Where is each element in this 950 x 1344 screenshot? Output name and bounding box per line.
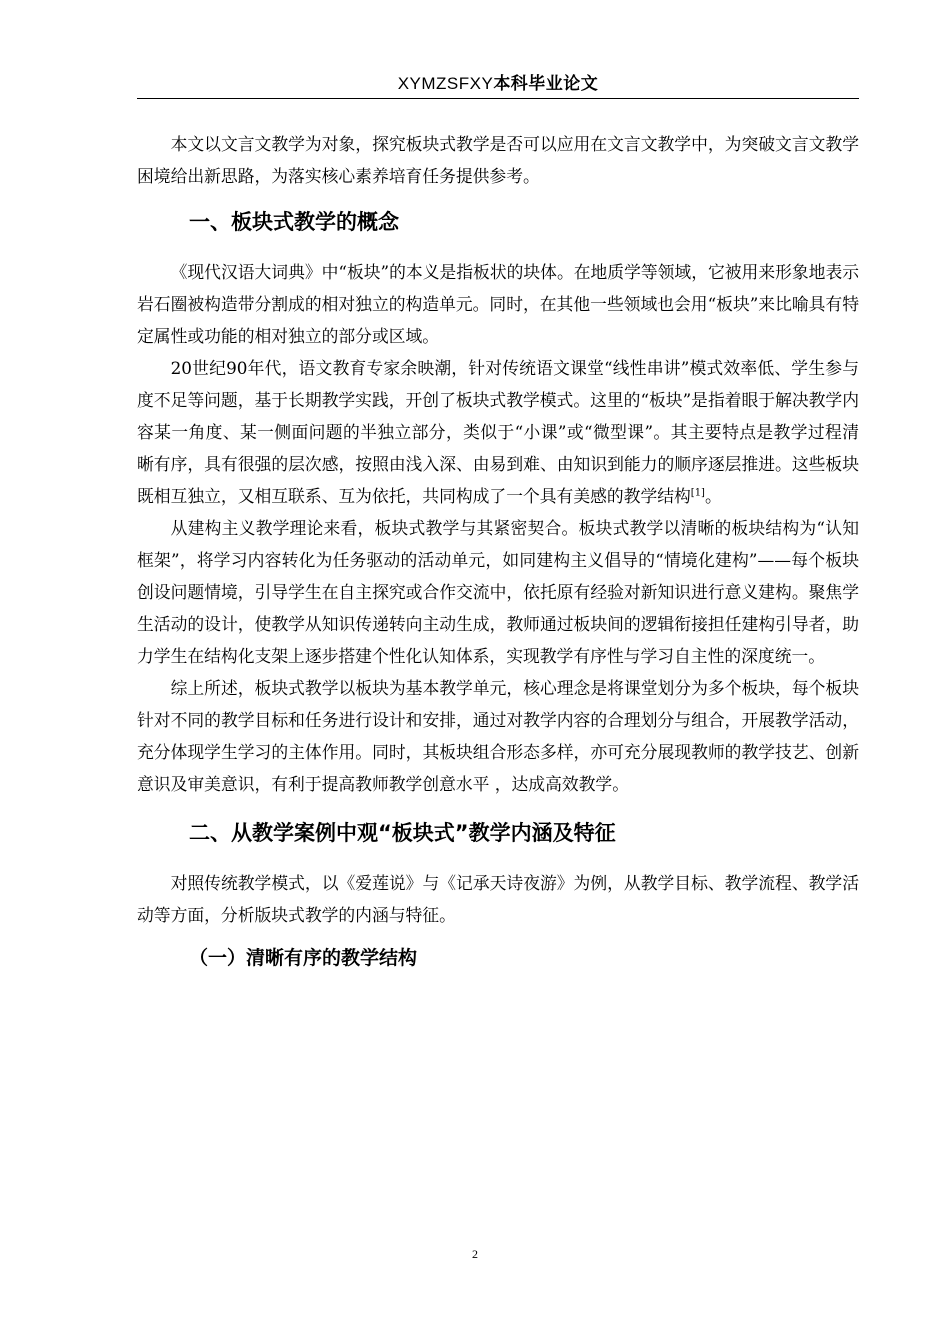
section-1-heading: 一、板块式教学的概念	[189, 210, 399, 234]
header-title: 本科毕业论文	[493, 74, 599, 94]
page-content	[137, 128, 859, 973]
section-1-paragraph-2	[137, 352, 859, 512]
section-1-paragraph-1: 《现代汉语大词典》中“板块”的本义是指板状的块体。在地质学等领域，它被用来形象地表示岩石圈被构造带分割成的相对独立的构造单元。同时，在其他一些领域也会用“板块”来比喻具有特定属性或功能的相对独立的部分或区域。	[137, 262, 860, 346]
section-1-paragraph-4: 综上所述，板块式教学以板块为基本教学单元，核心理念是将课堂划分为多个板块，每个板块针对不同的教学目标和任务进行设计和安排，通过对教学内容的合理划分与组合，开展教学活动，充分体现学生学习的主体作用。同时，其板块组合形态多样，亦可充分展现教师的教学技艺、创新意识及审美意识，有利于提高教师教学创意水平 ，达成高效教学。	[137, 678, 859, 794]
section-2-subheading-1: （一）清晰有序的教学结构	[189, 947, 418, 969]
section-1-paragraph-2-end: 。	[704, 486, 722, 506]
intro-paragraph: 本文以文言文教学为对象，探究板块式教学是否可以应用在文言文教学中，为突破文言文教学困境给出新思路，为落实核心素养培育任务提供参考。	[137, 134, 859, 186]
section-2-heading: 二、从教学案例中观“板块式”教学内涵及特征	[189, 821, 616, 845]
citation-ref: [1]	[690, 487, 705, 499]
page-number: 2	[472, 1247, 478, 1261]
section-1-paragraph-3: 从建构主义教学理论来看，板块式教学与其紧密契合。板块式教学以清晰的板块结构为“认知框架”，将学习内容转化为任务驱动的活动单元，如同建构主义倡导的“情境化建构”——每个板块创设问题情境，引导学生在自主探究或合作交流中，依托原有经验对新知识进行意义建构。聚焦学生活动的设计，使教学从知识传递转向主动生成，教师通过板块间的逻辑衔接担任建构引导者，助力学生在结构化支架上逐步搭建个性化认知体系，实现教学有序性与学习自主性的深度统一。	[137, 518, 859, 666]
section-2-paragraph-1: 对照传统教学模式，以《爱莲说》与《记承天诗夜游》为例，从教学目标、教学流程、教学活动等方面，分析版块式教学的内涵与特征。	[137, 873, 859, 925]
header-code: XYMZSFXY	[397, 74, 494, 93]
section-1-paragraph-2-text: 20世纪90年代，语文教育专家余映潮，针对传统语文课堂“线性串讲”模式效率低、学生参与度不足等问题，基于长期教学实践，开创了板块式教学模式。这里的“板块”是指着眼于解决教学内容某一角度、某一侧面问题的半独立部分，类似于“小课”或“微型课”。其主要特点是教学过程清晰有序，具有很强的层次感，按照由浅入深、由易到难、由知识到能力的顺序逐层推进。这些板块既相互独立，又相互联系、互为依托，共同构成了一个具有美感的教学结构	[137, 358, 859, 506]
page-header	[137, 72, 859, 99]
